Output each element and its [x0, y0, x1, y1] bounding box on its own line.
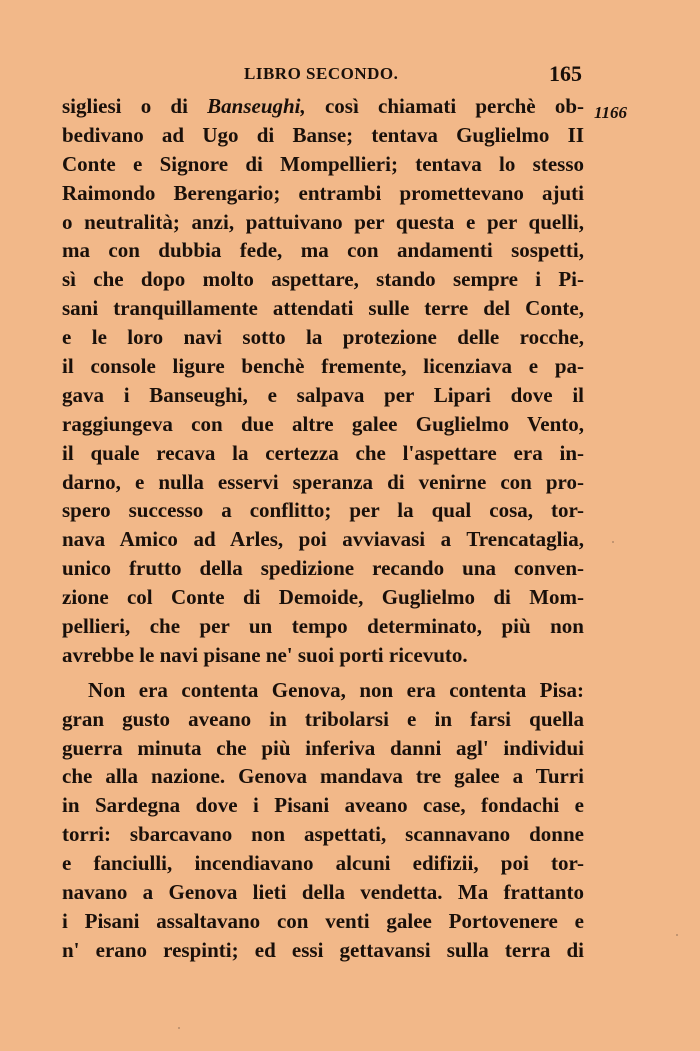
- paper-speck: [612, 541, 614, 543]
- body-text: [62, 92, 584, 965]
- text-line: Non era contenta Genova, non era contenta Pisa:: [88, 677, 584, 702]
- margin-year-note: 1166: [594, 103, 628, 122]
- text-line: torri: sbarcavano non aspettati, scannavano donne: [62, 822, 584, 847]
- italic-term: Banseughi,: [207, 94, 306, 118]
- text-line: sì che dopo molto aspettare, stando sempre i Pi-: [62, 267, 584, 292]
- text-line: avrebbe le navi pisane ne' suoi porti ricevuto.: [62, 642, 468, 667]
- text-line: il console ligure benchè fremente, licenziava e pa-: [62, 354, 584, 379]
- text-line: ma con dubbia fede, ma con andamenti sospetti,: [62, 238, 584, 263]
- text-line: o neutralità; anzi, pattuivano per questa e per quelli,: [62, 209, 584, 234]
- text-line: n' erano respinti; ed essi gettavansi sulla terra di: [62, 937, 584, 962]
- text-line: raggiungeva con due altre galee Guglielmo Vento,: [62, 411, 584, 436]
- text-line: in Sardegna dove i Pisani aveano case, fondachi e: [62, 793, 584, 818]
- paper-speck: [178, 1027, 180, 1029]
- page-number: 165: [549, 61, 582, 86]
- text-line: che alla nazione. Genova mandava tre galee a Turri: [62, 764, 584, 789]
- text-line: nava Amico ad Arles, poi avviavasi a Trencataglia,: [62, 527, 584, 552]
- text-line: bedivano ad Ugo di Banse; tentava Guglielmo II: [62, 122, 584, 147]
- running-head: [62, 61, 582, 90]
- text-line: Conte e Signore di Mompellieri; tentava lo stesso: [62, 151, 584, 176]
- text-line: unico frutto della spedizione recando una conven-: [62, 556, 584, 581]
- text-line: pellieri, che per un tempo determinato, più non: [62, 614, 584, 639]
- text-line: guerra minuta che più inferiva danni agl' individui: [62, 735, 584, 760]
- text-line: Raimondo Berengario; entrambi promettevano ajuti: [62, 180, 584, 205]
- text-line: zione col Conte di Demoide, Guglielmo di Mom-: [62, 585, 584, 610]
- text-line: il quale recava la certezza che l'aspettare era in-: [62, 440, 584, 465]
- text-line: spero successo a conflitto; per la qual cosa, tor-: [62, 498, 584, 523]
- text-fragment: così chiamati perchè ob-: [305, 94, 584, 118]
- running-title: LIBRO SECONDO.: [244, 64, 399, 83]
- text-line: sani tranquillamente attendati sulle terre del Conte,: [62, 296, 584, 321]
- text-line: e le loro navi sotto la protezione delle rocche,: [62, 325, 584, 350]
- text-line: gava i Banseughi, e salpava per Lipari dove il: [62, 382, 584, 407]
- text-line: gran gusto aveano in tribolarsi e in farsi quella: [62, 706, 584, 731]
- text-line: [62, 92, 584, 121]
- text-line: i Pisani assaltavano con venti galee Portovenere e: [62, 908, 584, 933]
- paper-speck: [676, 934, 678, 936]
- text-fragment: sigliesi o di: [62, 94, 208, 118]
- text-line: e fanciulli, incendiavano alcuni edifizii, poi tor-: [62, 851, 584, 876]
- text-line: navano a Genova lieti della vendetta. Ma frattanto: [62, 880, 584, 905]
- text-line: darno, e nulla esservi speranza di venirne con pro-: [62, 469, 584, 494]
